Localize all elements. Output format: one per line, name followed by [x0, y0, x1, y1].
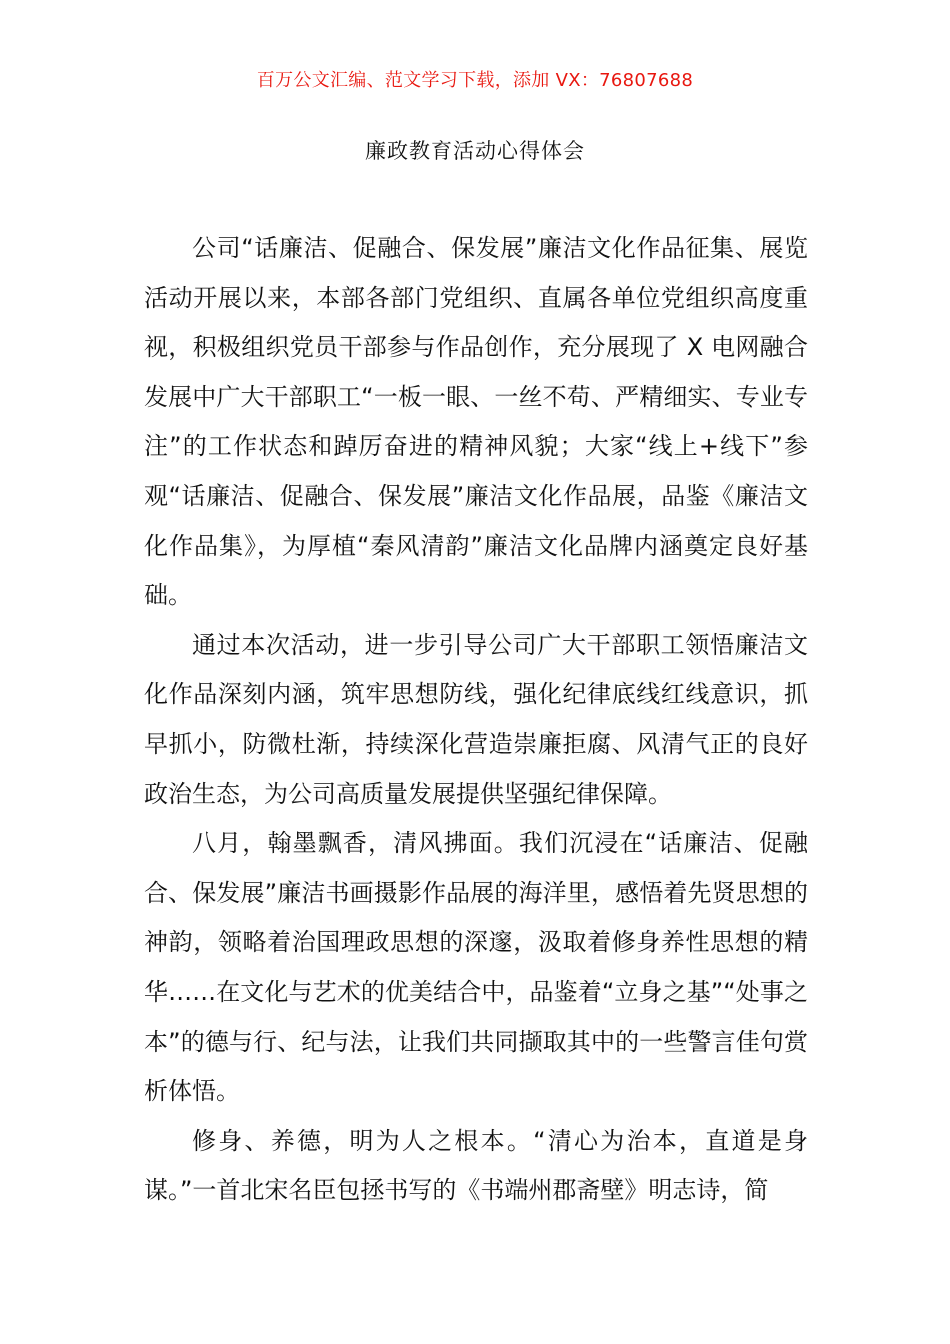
document-title: 廉政教育活动心得体会 [365, 139, 585, 163]
header-banner: 百万公文汇编、范文学习下载，添加 VX：76807688 [256, 70, 694, 91]
body-paragraph-3: 八月，翰墨飘香，清风拂面。我们沉浸在“话廉洁、促融合、保发展”廉洁书画摄影作品展的海洋里，感悟着先贤思想的神韵，领略着治国理政思想的深邃，汲取着修身养性思想的精华……在文化与艺术的优美结合中，品鉴着“立身之基”“处事之本”的德与行、纪与法，让我们共同撷取其中的一些警言佳句赏析体悟。 [144, 829, 808, 1106]
body-paragraph-1: 公司“话廉洁、促融合、保发展”廉洁文化作品征集、展览活动开展以来，本部各部门党组织、直属各单位党组织高度重视，积极组织党员干部参与作品创作，充分展现了 X 电网融合发展中广大干部职工“一板一眼、一丝不苟、严精细实、专业专注”的工作状态和踔厉奋进的精神风貌；大家“线上+线下”参观“话廉洁、促融合、保发展”廉洁文化作品展，品鉴《廉洁文化作品集》，为厚植“秦风清韵”廉洁文化品牌内涵奠定良好基础。 [144, 234, 808, 610]
document-body [144, 224, 808, 1216]
body-paragraph-2: 通过本次活动，进一步引导公司广大干部职工领悟廉洁文化作品深刻内涵，筑牢思想防线，强化纪律底线红线意识，抓早抓小，防微杜渐，持续深化营造崇廉拒腐、风清气正的良好政治生态，为公司高质量发展提供坚强纪律保障。 [144, 630, 808, 808]
body-paragraph-4: 修身、养德，明为人之根本。“清心为治本，直道是身谋。”一首北宋名臣包拯书写的《书端州郡斋壁》明志诗，简 [144, 1126, 808, 1205]
